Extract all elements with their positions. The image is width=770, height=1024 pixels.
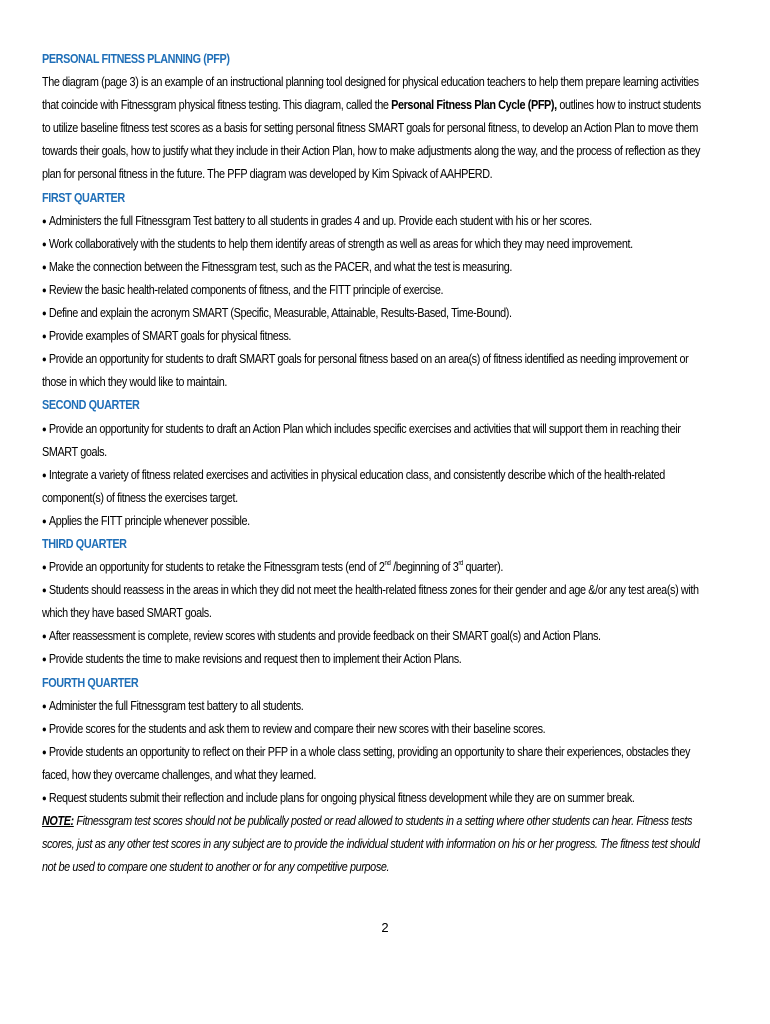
section-heading-third-quarter: THIRD QUARTER	[42, 536, 127, 551]
list-item: ● After reassessment is complete, review scores with students and provide feedback on their SMART goal(s) and Action Plans.	[42, 629, 601, 644]
list-item: ● Provide students an opportunity to reflect on their PFP in a whole class setting, providing an opportunity to share their experiences, obstacles they faced, how they overcame challenges, and what they learned.	[42, 744, 690, 782]
note-text: Fitnessgram test scores should not be publically posted or read allowed to students in a setting where other students can hear. Fitness tests scores, just as any other test scores in any subject are to provide the individual student with information on his or her progress. The fitness test should not be used to compare one student to another or for any competitive purpose.	[42, 814, 700, 875]
bullet-icon: ●	[42, 423, 47, 434]
list-item: ● Provide an opportunity for students to retake the Fitnessgram tests (end of 2nd /beginning of 3rd quarter).	[42, 560, 504, 575]
list-item: ● Make the connection between the Fitnessgram test, such as the PACER, and what the test is measuring.	[42, 259, 513, 274]
bullet-icon: ●	[42, 308, 47, 319]
intro-text-before: The diagram (page 3) is an example of an instructional planning tool designed for physical education teachers to help them prepare learning activities that coincide with Fitnessgram physical fitness testing. This diagram, called the	[42, 75, 699, 113]
note-label: NOTE:	[42, 814, 74, 829]
document-page	[42, 48, 702, 879]
section-heading-fourth-quarter: FOURTH QUARTER	[42, 675, 139, 690]
list-item: ● Define and explain the acronym SMART (Specific, Measurable, Attainable, Results-Based, Time-Bound).	[42, 306, 512, 321]
ordinal-suffix: rd	[458, 560, 463, 568]
intro-text-after: outlines how to instruct students to utilize baseline fitness test scores as a basis for setting personal fitness SMART goals for personal fitness, to develop an Action Plan to move them towards their goals, how to justify what they include in their Action Plan, how to make adjustments along the way, and the process of reflection as they plan for personal fitness in the future. The PFP diagram was developed by Kim Spivack of AAHPERD.	[42, 98, 701, 182]
bullet-icon: ●	[42, 469, 47, 480]
page-number: 2	[381, 920, 389, 935]
bullet-icon: ●	[42, 215, 47, 226]
bullet-icon: ●	[42, 631, 47, 642]
list-item: ● Provide an opportunity for students to draft an Action Plan which includes specific exercises and activities that will support them in reaching their SMART goals.	[42, 421, 681, 459]
list-item: ● Administers the full Fitnessgram Test battery to all students in grades 4 and up. Provide each student with his or her scores.	[42, 213, 592, 228]
list-item: ● Integrate a variety of fitness related exercises and activities in physical education class, and consistently describe which of the health-related component(s) of fitness the exercises target.	[42, 467, 665, 505]
bullet-icon: ●	[42, 331, 47, 342]
list-item: ● Request students submit their reflection and include plans for ongoing physical fitness development while they are on summer break.	[42, 791, 635, 805]
bullet-icon: ●	[42, 723, 47, 734]
section-heading-second-quarter: SECOND QUARTER	[42, 398, 140, 413]
bullet-icon: ●	[42, 585, 47, 596]
bullet-icon: ●	[42, 354, 47, 365]
note-paragraph	[42, 810, 702, 879]
list-item: ● Provide an opportunity for students to draft SMART goals for personal fitness based on an area(s) of fitness identified as needing improvement or those in which they would like to maintain.	[42, 352, 689, 390]
bullet-icon: ●	[42, 238, 47, 249]
bullet-icon: ●	[42, 700, 47, 711]
list-item: ● Provide examples of SMART goals for physical fitness.	[42, 329, 292, 344]
bullet-icon: ●	[42, 746, 47, 757]
list-item: ● Work collaboratively with the students to help them identify areas of strength as well as areas for which they may need improvement.	[42, 236, 633, 251]
bullet-icon: ●	[42, 261, 47, 272]
section-heading-first-quarter: FIRST QUARTER	[42, 190, 125, 205]
intro-paragraph	[42, 71, 702, 186]
bullet-icon: ●	[42, 562, 47, 573]
ordinal-suffix: nd	[384, 560, 391, 568]
list-item: ● Review the basic health-related components of fitness, and the FITT principle of exercise.	[42, 282, 444, 297]
bullet-icon: ●	[42, 515, 47, 526]
document-title: PERSONAL FITNESS PLANNING (PFP)	[42, 52, 230, 66]
list-item: ● Students should reassess in the areas in which they did not meet the health-related fitness zones for their gender and age &/or any test area(s) with which they have based SMART goals.	[42, 583, 699, 621]
list-item: ● Applies the FITT principle whenever possible.	[42, 513, 250, 528]
list-item: ● Provide scores for the students and ask them to review and compare their new scores with their baseline scores.	[42, 721, 546, 736]
bullet-icon: ●	[42, 284, 47, 295]
list-item: ● Provide students the time to make revisions and request then to implement their Action Plans.	[42, 652, 462, 667]
intro-bold-term: Personal Fitness Plan Cycle (PFP),	[391, 98, 557, 113]
list-item: ● Administer the full Fitnessgram test battery to all students.	[42, 698, 304, 713]
bullet-icon: ●	[42, 654, 47, 665]
bullet-icon: ●	[42, 793, 47, 803]
